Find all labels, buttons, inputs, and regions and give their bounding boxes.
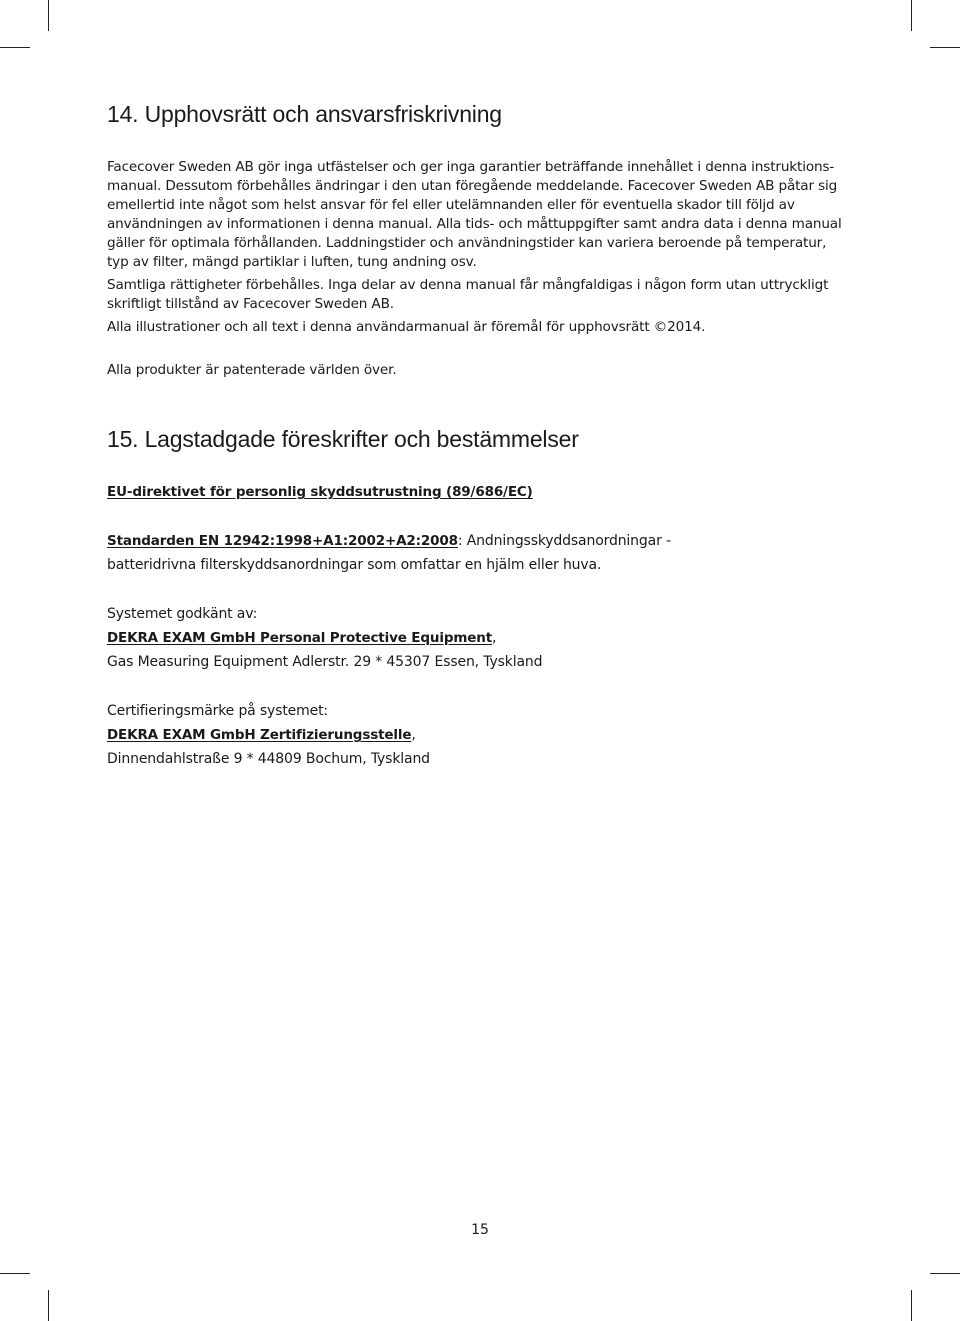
cert-org-suffix: , bbox=[411, 727, 416, 743]
section-14-paragraph-4: Alla produkter är patenterade världen över. bbox=[107, 362, 397, 378]
standard-rest: : Andningsskyddsanordningar - bbox=[457, 533, 671, 549]
approved-org-line bbox=[107, 629, 496, 648]
section-15-heading: 15. Lagstadgade föreskrifter och bestämmelser bbox=[107, 426, 579, 452]
crop-mark-top-left-vertical bbox=[48, 0, 49, 31]
crop-mark-top-right-horizontal bbox=[930, 47, 960, 48]
standard-line bbox=[107, 532, 671, 551]
crop-mark-bottom-right-horizontal bbox=[930, 1273, 960, 1274]
crop-mark-bottom-left-vertical bbox=[48, 1290, 49, 1321]
cert-org-line bbox=[107, 726, 416, 745]
section-14-paragraph-3: Alla illustrationer och all text i denna användarmanual är föremål för upphovsrätt ©2014. bbox=[107, 319, 706, 335]
approved-address: Gas Measuring Equipment Adlerstr. 29 * 45307 Essen, Tyskland bbox=[107, 654, 543, 670]
approved-org: DEKRA EXAM GmbH Personal Protective Equipment bbox=[107, 630, 493, 646]
cert-label: Certifieringsmärke på systemet: bbox=[107, 703, 328, 719]
section-14-heading: 14. Upphovsrätt och ansvarsfriskrivning bbox=[107, 101, 502, 127]
crop-mark-bottom-right-vertical bbox=[911, 1290, 912, 1321]
standard-label: Standarden EN 12942:1998+A1:2002+A2:2008 bbox=[107, 533, 458, 549]
page-number: 15 bbox=[471, 1222, 489, 1238]
approved-label: Systemet godkänt av: bbox=[107, 606, 258, 622]
section-14-paragraph-2: Samtliga rättigheter förbehålles. Inga delar av denna manual får mångfaldigas i någon form utan uttryckligt skriftligt tillstånd av Facecover Sweden AB. bbox=[107, 277, 829, 312]
approved-org-suffix: , bbox=[492, 630, 497, 646]
directive-line bbox=[107, 483, 533, 502]
standard-line-2: batteridrivna filterskyddsanordningar som omfattar en hjälm eller huva. bbox=[107, 557, 602, 573]
section-14-paragraph-1: Facecover Sweden AB gör inga utfästelser och ger inga garantier beträffande innehållet i denna instruktions-manual. Dessutom förbehålles ändringar i den utan föregående meddelande. Facecover Sweden AB påtar sig emellertid inte något som helst ansvar för fel eller utelämnanden eller för eventuella skador till följd av användningen av informationen i denna manual. Alla tids- och måttuppgifter samt andra data i denna manual gäller för optimala förhållanden. Laddningstider och användningstider kan variera beroende på temperatur, typ av filter, mängd partiklar i luften, tung andning osv. bbox=[107, 159, 842, 270]
crop-mark-top-right-vertical bbox=[911, 0, 912, 31]
cert-address: Dinnendahlstraße 9 * 44809 Bochum, Tyskland bbox=[107, 751, 430, 767]
cert-org: DEKRA EXAM GmbH Zertifizierungsstelle bbox=[107, 727, 412, 743]
directive-text: EU-direktivet för personlig skyddsutrustning (89/686/EC) bbox=[107, 484, 533, 500]
crop-mark-bottom-left-horizontal bbox=[0, 1273, 30, 1274]
crop-mark-top-left-horizontal bbox=[0, 47, 30, 48]
